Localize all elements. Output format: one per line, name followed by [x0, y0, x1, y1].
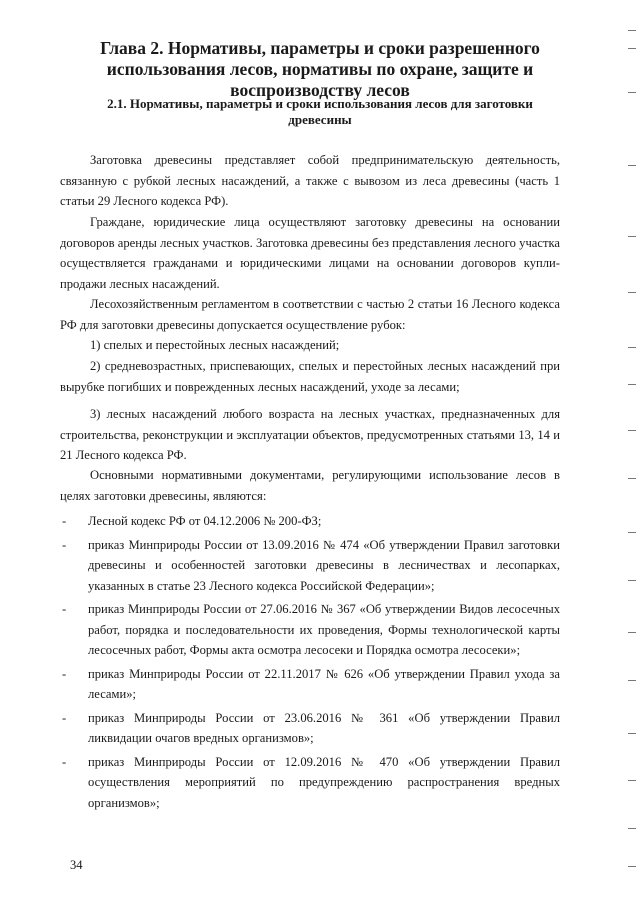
- bullet-dash: -: [62, 666, 67, 681]
- scan-mark: [628, 92, 636, 93]
- regulation-item: [60, 599, 560, 661]
- regulation-item: [60, 708, 560, 749]
- scan-mark: [628, 478, 636, 479]
- scan-mark: [628, 347, 636, 348]
- bullet-dash: -: [62, 602, 67, 616]
- regulation-text: Лесной кодекс РФ от 04.12.2006 № 200-ФЗ;: [88, 514, 322, 528]
- regulation-text: приказ Минприроды России от 23.06.2016 № 361 «Об утверждении Правил ликвидации очагов вредных организмов»;: [88, 710, 560, 745]
- scan-mark: [628, 30, 636, 31]
- scan-mark: [628, 292, 636, 293]
- list-item-3: 3) лесных насаждений любого возраста на лесных участках, предназначенных для строительства, реконструкции и эксплуатации объектов, предусмотренных статьями 13, 14 и 21 Лесного кодекса РФ.: [60, 407, 560, 462]
- scan-mark: [628, 733, 636, 734]
- bullet-dash: -: [62, 710, 67, 725]
- scan-mark: [628, 780, 636, 781]
- scan-mark: [628, 580, 636, 581]
- list-item-2: 2) средневозрастных, приспевающих, спелых и перестойных лесных насаждений при вырубке погибших и поврежденных лесных насаждений, уходе за лесами;: [60, 359, 560, 394]
- scan-mark: [628, 680, 636, 681]
- scan-mark: [628, 48, 636, 49]
- scan-mark: [628, 430, 636, 431]
- bullet-dash: -: [62, 754, 67, 769]
- regulation-item: [60, 535, 560, 597]
- regulation-list: [60, 511, 560, 816]
- scan-mark: [628, 532, 636, 533]
- scan-mark: [628, 632, 636, 633]
- page-number: 34: [70, 858, 83, 872]
- scan-mark: [628, 866, 636, 867]
- chapter-title: Глава 2. Нормативы, параметры и сроки разрешенного использования лесов, нормативы по охране, защите и воспроизводству лесов: [100, 38, 540, 100]
- scan-mark: [628, 828, 636, 829]
- scan-mark: [628, 236, 636, 237]
- regulation-text: приказ Минприроды России от 13.09.2016 № 474 «Об утверждении Правил заготовки древесины и особенностей заготовки древесины в лесничествах и лесопарках, указанных в статье 23 Лесного кодекса Российской Федерации»;: [88, 537, 560, 593]
- regulation-item: [60, 664, 560, 705]
- paragraph-2: Граждане, юридические лица осуществляют заготовку древесины на основании договоров аренды лесных участков. Заготовка древесины без представления лесного участка осуществляется гражданами и юридическими лицами на основании договоров купли-продажи лесных насаждений.: [60, 215, 560, 291]
- paragraph-4: Основными нормативными документами, регулирующими использование лесов в целях заготовки древесины, являются:: [60, 468, 560, 503]
- bullet-dash: -: [62, 537, 67, 552]
- regulation-text: приказ Минприроды России от 22.11.2017 № 626 «Об утверждении Правил ухода за лесами»;: [88, 666, 560, 701]
- regulation-text: приказ Минприроды России от 27.06.2016 № 367 «Об утверждении Видов лесосечных работ, порядка и последовательности их проведения, Формы технологической карты лесосечных работ, Формы акта осмотра лесосеки и Порядка осмотра лесосеки»;: [88, 602, 560, 657]
- paragraph-1: Заготовка древесины представляет собой предпринимательскую деятельность, связанную с рубкой лесных насаждений, а также с вывозом из леса древесины (часть 1 статьи 29 Лесного кодекса РФ).: [60, 153, 560, 208]
- regulation-text: приказ Минприроды России от 12.09.2016 № 470 «Об утверждении Правил осуществления мероприятий по предупреждению распространения вредных организмов»;: [88, 754, 560, 810]
- section-title: 2.1. Нормативы, параметры и сроки использования лесов для заготовки древесины: [107, 96, 533, 127]
- bullet-dash: -: [62, 514, 67, 528]
- regulation-item: [60, 511, 560, 532]
- paragraph-3: Лесохозяйственным регламентом в соответствии с частью 2 статьи 16 Лесного кодекса РФ для заготовки древесины допускается осуществление рубок:: [60, 297, 560, 332]
- scan-margin-marks: [620, 0, 640, 905]
- scan-mark: [628, 165, 636, 166]
- scan-mark: [628, 384, 636, 385]
- list-item-1: 1) спелых и перестойных лесных насаждений;: [90, 338, 340, 352]
- regulation-item: [60, 752, 560, 814]
